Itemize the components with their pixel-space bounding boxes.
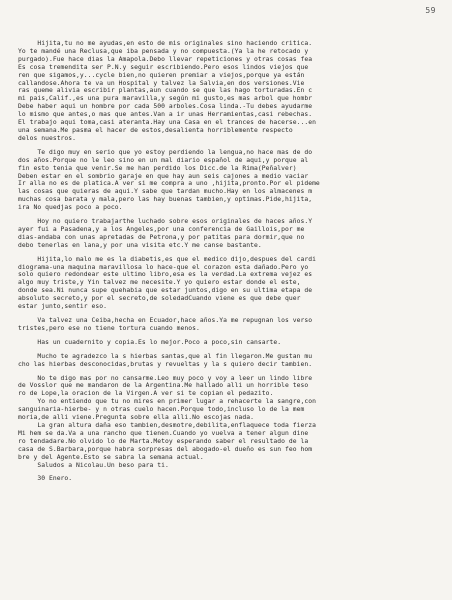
letter-paragraph: [18, 317, 438, 333]
text-line: algo muy triste,y Yin talvez me necesite.Y yo quiero estar donde el este,: [18, 279, 301, 287]
letter-paragraph: [18, 218, 438, 250]
text-line: ayer fui a Pasadena,y a los Angeles,por una conferencia de Gaillois,por me: [18, 225, 305, 233]
page-number-annotation: 59: [425, 6, 436, 15]
text-line: mi pais,Calif.,es una pura maravilla,y según mi gusto,es mas arbol que hombr: [18, 95, 313, 103]
text-line: Mi hem se da.Va a una rancho que tienen.Cuando yo vuelva a tener algun dine: [18, 429, 309, 437]
text-line: las cosas que quieras de aqui.Y sabe que tardan mucho.Hay en los almacenes m: [18, 188, 313, 196]
text-line: Ir alla no es de platica.A ver si me compra a uno ,hijita,pronto.Por el pideme: [18, 180, 320, 188]
text-line: estar junto,sentir eso.: [18, 303, 107, 311]
text-line: absoluto secreto,y por el secreto,de soledadCuando viene es que debe quer: [18, 295, 301, 303]
text-line: purgado).Fue hace dias la Amapola.Debo llevar repeticiones y otras cosas fea: [18, 55, 313, 63]
text-line: Saludos a Nicolau.Un beso para ti.: [18, 461, 169, 469]
text-line: Va talvez una Ceiba,hecha en Ecuador,hace años.Ya me repugnan los verso: [18, 317, 313, 324]
text-line: ira No quedjas poco a poco.: [18, 204, 123, 212]
text-line: Hijita,lo malo me es la diabetis,es que el medico dijo,despues del cardi: [18, 255, 316, 263]
text-line: callandose.Ahora te va un Hospital y talvez la Salvia,en dos versiones.Vie: [18, 79, 305, 87]
text-line: Yo no entiendo que tu no mires en primer lugar a rehacerte la sangre,con: [18, 398, 316, 406]
text-line: tristes,pero ese no tiene tortura cuando menos.: [18, 324, 200, 332]
text-line: cho las hierbas desconocidas,brutas y revueltas y la s quiero decir tambien.: [18, 360, 313, 368]
text-line: sanguinaria-hierbe- y n otras cuelo hacen.Porque todo,incluso lo de la mem: [18, 406, 305, 414]
text-line: El trabajo aqui toma,casi ateranta.Hay una Casa en el trances de hacerse...en: [18, 119, 316, 127]
text-line: lo mismo que antes,o mas que antes.Van a ir unas Herramientas,casi rebechas.: [18, 111, 313, 119]
text-line: ro de Lope,la oracion de la Virgen.A ver si te copian el pedazito.: [18, 390, 274, 398]
text-line: Has un cuadernito y copia.Es lo mejor.Poco a poco,sin cansarte.: [18, 338, 282, 346]
text-line: La gran altura daña eso tambien,desmotre,debilita,enflaquece toda fierza: [18, 421, 316, 429]
text-line: Yo te mandé una Reclusa,que iba pensada y no compuesta.(Ya la he retocado y: [18, 47, 309, 55]
letter-body: [18, 40, 438, 483]
text-line: ras queme alivia escribir plantas,aun cuando se que las hago torturadas.En c: [18, 87, 313, 95]
letter-paragraph: [18, 375, 438, 470]
text-line: dos años.Porque no le leo sino en un mal diario español de aqui,y porque al: [18, 156, 309, 164]
text-line: delos nuestros.: [18, 134, 77, 142]
text-line: bre y del Agente.Esto se sabra la semana actual.: [18, 453, 204, 461]
text-line: Hoy no quiero trabajarthe luchado sobre esos originales de haces años.Y: [18, 218, 313, 226]
text-line: Hijita,tu no me ayudas,en esto de mis originales sino haciendo critica.: [18, 40, 313, 47]
text-line: Debe haber aqui un hombre por cada 500 arboles.Cosa linda.-Tu debes ayudarme: [18, 103, 313, 111]
letter-paragraph: [18, 40, 438, 143]
letter-paragraph: [18, 149, 438, 212]
text-line: muchas cosa barata y mala,pero las hay buenas tambien,y optimas.Pide,hijita,: [18, 196, 313, 204]
letter-paragraph: [18, 339, 438, 347]
text-line: moria,de alli viene.Pregunta sobre ella alli.No escojas nada.: [18, 414, 255, 422]
text-line: Deben estar en el sombrio garaje en que hay aun seis cajones a medio vaciar: [18, 172, 309, 180]
text-line: dias-andaba con unas apretadas de Petrona,y por patitas para dormir,que no: [18, 233, 305, 241]
text-line: Te digo muy en serio que yo estoy perdiendo la lengua,no hace mas de do: [18, 148, 313, 156]
text-line: Mucho te agradezco la s hierbas santas,que al fin llegaron.Me gustan mu: [18, 352, 313, 360]
text-line: No te digo mas por no cansarme.Leo muy poco y voy a leer un lindo libre: [18, 374, 313, 382]
text-line: una semana.Me pasma el hacer de estos,desalienta horriblemente respecto: [18, 126, 293, 134]
date-line: 30 Enero.: [18, 475, 73, 483]
text-line: ro tendadare.No olvido lo de Marta.Metoy esperando saber el resultado de la: [18, 437, 309, 445]
text-line: solo quiero redondear este ultimo libro,esa es la verdad.La extrema vejez es: [18, 271, 313, 279]
text-line: diograma-una maquina maravillosa lo hace-que el corazon esta dañado.Pero yo: [18, 263, 309, 271]
text-line: donde sea.Ni nunca supe quehabia que estar juntos,digo en su ultima etapa de: [18, 287, 313, 295]
letter-paragraph: [18, 256, 438, 311]
letter-paragraph: [18, 353, 438, 369]
text-line: Es cosa tremendita ser P.N.y seguir escribiendo.Pero esos lindos viejos que: [18, 63, 309, 71]
text-line: fin esto tenia que venir.Se me han perdido los Dicc.de la Rima(Peñalver): [18, 164, 297, 172]
text-line: casa de S.Barbara,porque habra sorpresas del abogado-el dueño es sun feo hom: [18, 445, 313, 453]
text-line: ren que sigamos,y...cycle bien,no quieren premiar a viejos,porque ya están: [18, 71, 305, 79]
text-line: de Vosslor que me mandaron de la Argentina.Me hallado alli un horrible teso: [18, 382, 309, 390]
text-line: debo tenerlas en lana,y por una visita etc.Y me canse bastante.: [18, 241, 262, 249]
